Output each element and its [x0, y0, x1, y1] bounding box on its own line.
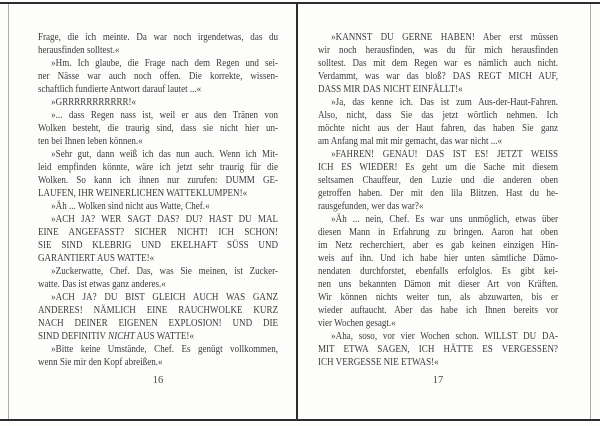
- text-line: »Bitte keine Umstände, Chef. Es genügt vollkommen,: [51, 343, 279, 355]
- text-line: Frage, die ich meinte. Da war noch irgendetwas, das du: [38, 31, 279, 43]
- text-line: am Anfang mal mit mir gemacht, das war nicht ...«: [318, 135, 503, 147]
- scan-frame-top-line: [0, 2, 600, 4]
- text-line: ten bei Ihnen leben können.«: [38, 135, 143, 147]
- text-line: schaftlich fundierte Antwort darauf lautet ...«: [38, 83, 202, 95]
- right-page-number: 17: [432, 375, 444, 386]
- text-line: leid empfinden könnte, wäre ich jetzt sehr traurig für die: [38, 161, 279, 173]
- text-line: Wir können nichts weiter tun, als abzuwarten, bis er: [318, 291, 559, 303]
- text-line: vier Wochen gesagt.«: [318, 317, 396, 329]
- text-line: rausgefunden, wer das war?«: [318, 200, 424, 212]
- text-line: nendaten durchforstet, ebenfalls erfolglos. Es gibt kei-: [318, 265, 559, 277]
- right-page-edge-line: [590, 4, 591, 419]
- text-line: SIE SIND KLEBRIG UND EKELHAFT SÜSS UND: [38, 239, 279, 251]
- text-line: »Ja, das kenne ich. Das ist zum Aus-der-Haut-Fahren.: [331, 96, 559, 108]
- left-page-text-block: [38, 31, 278, 371]
- text-line: GARANTIERT AUS WATTE!«: [38, 252, 155, 264]
- text-line: »... dass Regen nass ist, weil er aus den Tränen von: [51, 109, 279, 121]
- page-gutter-divider: [296, 2, 298, 421]
- text-line: NACH DEINER EIGENEN EXPLOSION! UND DIE: [38, 317, 279, 329]
- right-page-text-block: [318, 31, 558, 371]
- text-line: solltest. Das mit dem Regen war es nämlich auch nicht.: [318, 57, 559, 69]
- text-line: LAUFEN, IHR WEINERLICHEN WATTEKLUMPEN!«: [38, 187, 248, 199]
- text-line: »GRRRRRRRRRRR!«: [51, 96, 137, 108]
- text-line: DASS MIR DAS NICHT EINFÄLLT!«: [318, 83, 463, 95]
- text-line: Verdammt, was war das bloß? DAS REGT MICH AUF,: [318, 70, 559, 82]
- text-line: herausfinden solltest.«: [38, 44, 120, 56]
- text-line: wieder auftaucht. Aber das habe ich Ihnen bereits vor: [318, 304, 559, 316]
- text-line: weis auf ihn. Und ich habe hier unten sämtliche Dämo-: [318, 252, 559, 264]
- text-line: seltsamen Chauffeur, den Luzie und die anderen oben: [318, 174, 559, 186]
- text-line: ANDERES! NÄMLICH EINE RAUCHWOLKE KURZ: [38, 304, 279, 316]
- text-line: wir noch herausfinden, was du für mich herausfinden: [318, 44, 559, 56]
- text-line: Wolken besteht, die traurig sind, dass sie nicht hier un-: [38, 122, 279, 134]
- text-line: Also, nicht, dass Sie das jetzt wörtlich nehmen. Ich: [318, 109, 559, 121]
- text-line: Wolken. So kann ich ihnen nur zurufen: DUMM GE-: [38, 174, 279, 186]
- text-line: SIND DEFINITIV NICHT AUS WATTE!«: [38, 330, 194, 342]
- text-line: »Äh ... nein, Chef. Es war uns unmöglich, etwas über: [331, 213, 559, 225]
- text-line: ICH ES WIEDER! Es geht um die Sache mit diesem: [318, 161, 559, 173]
- text-line: ner Nässe war auch noch offen. Die korrekte, wissen-: [38, 70, 279, 82]
- text-line: »FAHREN! GENAU! DAS IST ES! JETZT WEISS: [331, 148, 559, 160]
- text-line: EINE ANGEFASST? SICHER NICHT! ICH SCHON!: [38, 226, 279, 238]
- left-page-edge-line: [8, 4, 9, 419]
- text-line: MIT ETWA SAGEN, ICH HÄTTE ES VERGESSEN?: [318, 343, 559, 355]
- text-line: »Äh ... Wolken sind nicht aus Watte, Chef.«: [51, 200, 210, 212]
- text-line: möchte nicht aus der Haut fahren, das haben Sie ganz: [318, 122, 559, 134]
- scan-frame-bottom-line: [0, 419, 600, 421]
- text-line: wenn Sie mir den Kopf abreißen.«: [38, 356, 163, 368]
- text-line: watte. Das ist etwas ganz anderes.«: [38, 278, 166, 290]
- text-line: getroffen haben. Der mit den lila Blitzen. Hast du he-: [318, 187, 559, 199]
- text-line: »ACH JA? WER SAGT DAS? DU? HAST DU MAL: [51, 213, 279, 225]
- text-line: ICH VERGESSE NIE ETWAS!«: [318, 356, 439, 368]
- left-page-number: 16: [152, 375, 164, 386]
- right-page-text-column: [318, 31, 558, 369]
- text-line: nen uns bekannten Dämon mit dieser Art von Kräften.: [318, 278, 559, 290]
- text-line: »Zuckerwatte, Chef. Das, was Sie meinen, ist Zucker-: [51, 265, 279, 277]
- text-line: »Hm. Ich glaube, die Frage nach dem Regen und sei-: [51, 57, 279, 69]
- text-line: »KANNST DU GERNE HABEN! Aber erst müssen: [331, 31, 559, 43]
- text-line: im Netz recherchiert, aber es gab keinen einzigen Hin-: [318, 239, 559, 251]
- text-line: »Sehr gut, dann weiß ich das nun auch. Wenn ich Mit-: [51, 148, 279, 160]
- text-line: »ACH JA? DU BIST GLEICH AUCH WAS GANZ: [51, 291, 279, 303]
- text-line: »Aha, soso, vor vier Wochen schon. WILLST DU DA-: [331, 330, 559, 342]
- left-page-text-column: [38, 31, 278, 369]
- text-line: diesen Mann in Erfahrung zu bringen. Aaron hat oben: [318, 226, 559, 238]
